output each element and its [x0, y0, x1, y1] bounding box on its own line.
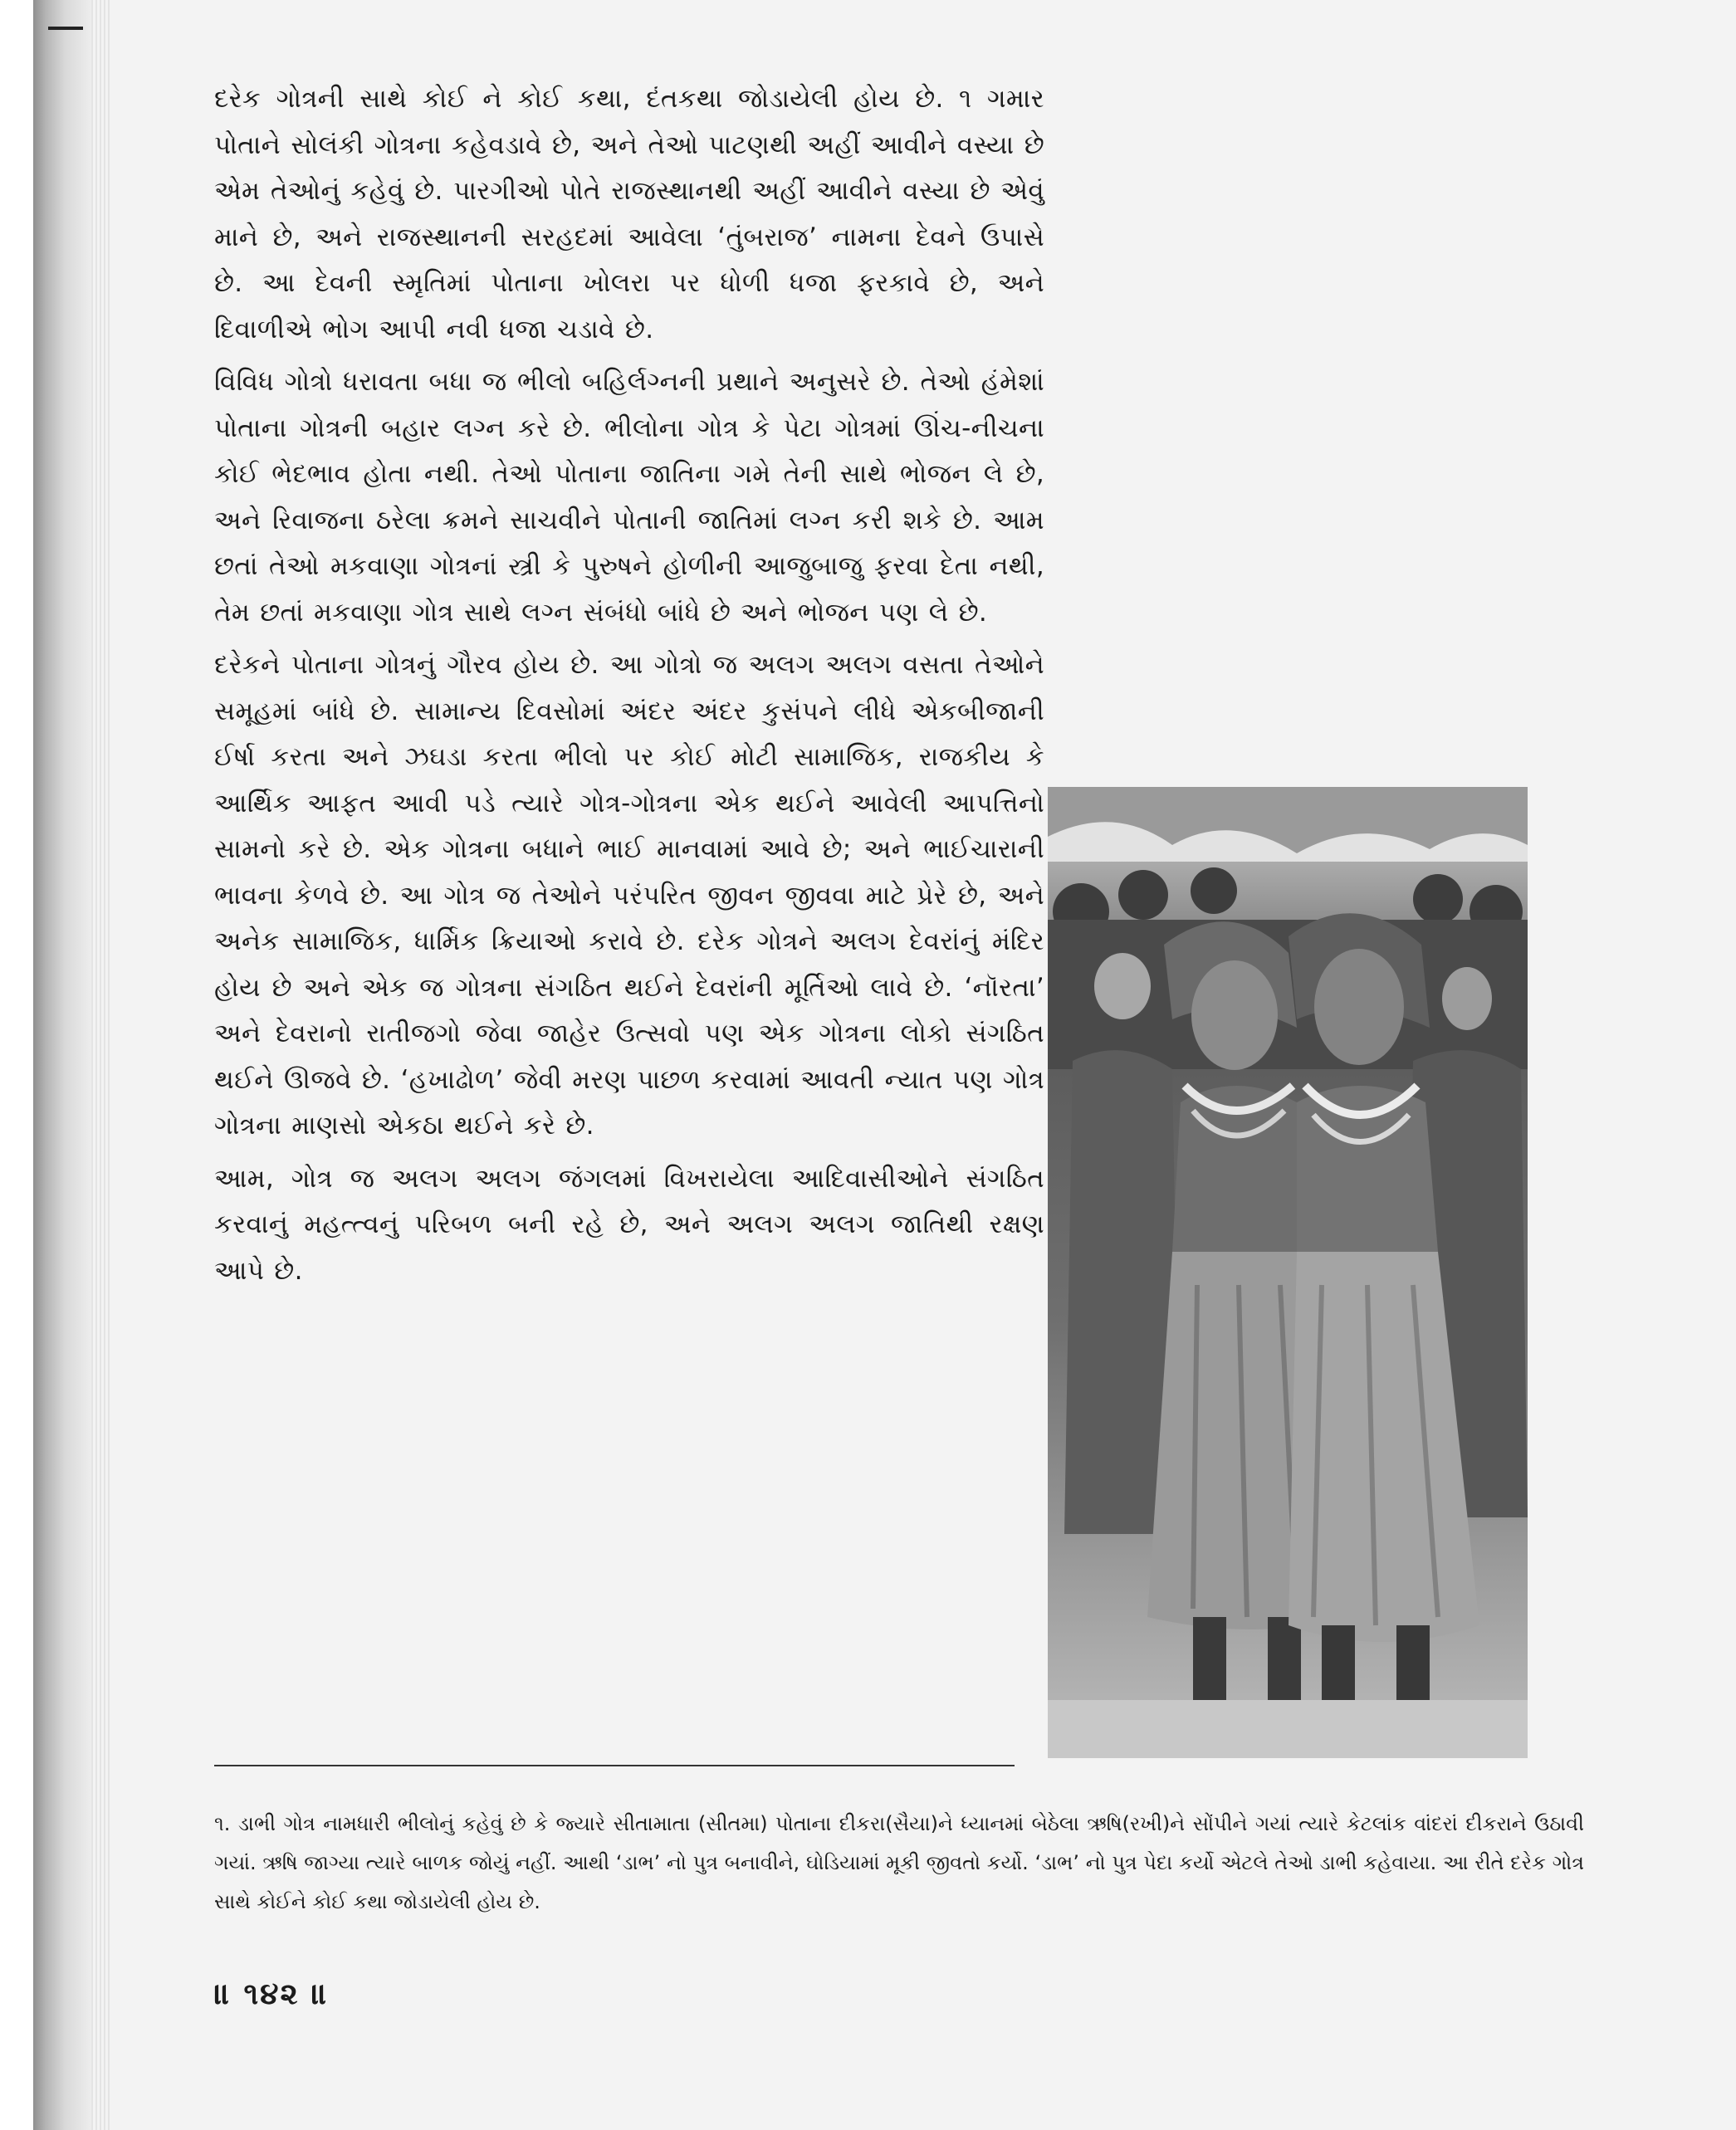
- paragraph-conclusion: આમ, ગોત્ર જ અલગ અલગ જંગલમાં વિખરાયેલા આદિવાસીઓને સંગઠિત કરવાનું મહત્ત્વનું પરિબળ બની રહે છે, અને અલગ અલગ જાતિથી રક્ષણ આપે છે.: [214, 1163, 1044, 1286]
- paragraph-gotra-pride: દરેકને પોતાના ગોત્રનું ગૌરવ હોય છે. આ ગોત્રો જ અલગ અલગ વસતા તેઓને સમૂહમાં બાંધે છે. સામાન્ય દિવસોમાં અંદર અંદર કુસંપને લીધે એકબીજાની ઈર્ષા કરતા અને ઝઘડા કરતા ભીલો પર કોઈ મોટી સામાજિક, રાજકીય કે આર્થિક આફત આવી પડે ત્યારે ગોત્ર-ગોત્રના એક થઈને આવેલી આપત્તિનો સામનો કરે છે. એક ગોત્રના બધાને ભાઈ માનવામાં આવે છે; અને ભાઈચારાની ભાવના કેળવે છે. આ ગોત્ર જ તેઓને પરંપરિત જીવન જીવવા માટે પ્રેરે છે, અને અનેક સામાજિક, ધાર્મિક ક્રિયાઓ કરાવે છે. દરેક ગોત્રને અલગ દેવરાંનું મંદિર હોય છે અને એક જ ગોત્રના સંગઠિત થઈને દેવરાંની મૂર્તિઓ લાવે છે. ‘નૉરતા’ અને દેવરાનો રાતીજગો જેવા જાહેર ઉત્સવો પણ એક ગોત્રના લોકો સંગઠિત થઈને ઊજવે છે. ‘હખાઢોળ’ જેવી મરણ પાછળ કરવામાં આવતી ન્યાત પણ ગોત્ર ગોત્રના માણસો એકઠા થઈને કરે છે.: [214, 650, 1044, 1141]
- main-text: [214, 76, 1044, 1301]
- paragraph-gotra-legends: દરેક ગોત્રની સાથે કોઈ ને કોઈ કથા, દંતકથા જોડાયેલી હોય છે. ૧ ગમાર પોતાને સોલંકી ગોત્રના કહેવડાવે છે, અને તેઓ પાટણથી અહીં આવીને વસ્યા છે એમ તેઓનું કહેવું છે. પારગીઓ પોતે રાજસ્થાનથી અહીં આવીને વસ્યા છે એવું માને છે, અને રાજસ્થાનની સરહદમાં આવેલા ‘તુંબરાજ’ નામના દેવને ઉપાસે છે. આ દેવની સ્મૃતિમાં પોતાના ખોલરા પર ધોળી ધજા ફરકાવે છે, અને દિવાળીએ ભોગ આપી નવી ધજા ચડાવે છે.: [214, 84, 1044, 344]
- footnote-dabhi-legend: ૧. ડાભી ગોત્ર નામધારી ભીલોનું કહેવું છે કે જ્યારે સીતામાતા (સીતમા) પોતાના દીકરા(સૈયા)ને ધ્યાનમાં બેઠેલા ઋષિ(રખી)ને સોંપીને ગયાં ત્યારે કેટલાંક વાંદરાં દીકરાને ઉઠાવી ગયાં. ઋષિ જાગ્યા ત્યારે બાળક જોયું નહીં. આથી ‘ડાભ’ નો પુત્ર બનાવીને, ઘોડિયામાં મૂકી જીવતો કર્યો. ‘ડાભ’ નો પુત્ર પેદા કર્યો એટલે તેઓ ડાભી કહેવાયા. આ રીતે દરેક ગોત્ર સાથે કોઈને કોઈ કથા જોડાયેલી હોય છે.: [214, 1812, 1584, 1913]
- footnote-divider: [214, 1765, 1015, 1766]
- photo-bhil-women: [1048, 787, 1528, 1758]
- page-number: ॥ ૧૪૨ ॥: [214, 1977, 330, 2011]
- book-binding-shadow: [33, 0, 91, 2130]
- page-edges: [91, 0, 112, 2130]
- paragraph-exogamy: વિવિધ ગોત્રો ધરાવતા બધા જ ભીલો બહિર્લગ્નની પ્રથાને અનુસરે છે. તેઓ હંમેશાં પોતાના ગોત્રની બહાર લગ્ન કરે છે. ભીલોના ગોત્ર કે પેટા ગોત્રમાં ઊંચ-નીચના કોઈ ભેદભાવ હોતા નથી. તેઓ પોતાના જાતિના ગમે તેની સાથે ભોજન લે છે, અને રિવાજના ઠરેલા ક્રમને સાચવીને પોતાની જાતિમાં લગ્ન કરી શકે છે. આમ છતાં તેઓ મકવાણા ગોત્રનાં સ્ત્રી કે પુરુષને હોળીની આજુબાજુ ફરવા દેતા નથી, તેમ છતાં મકવાણા ગોત્ર સાથે લગ્ન સંબંધો બાંધે છે અને ભોજન પણ લે છે.: [214, 367, 1044, 628]
- photo-illustration: [1048, 787, 1528, 1758]
- corner-mark: [48, 27, 83, 30]
